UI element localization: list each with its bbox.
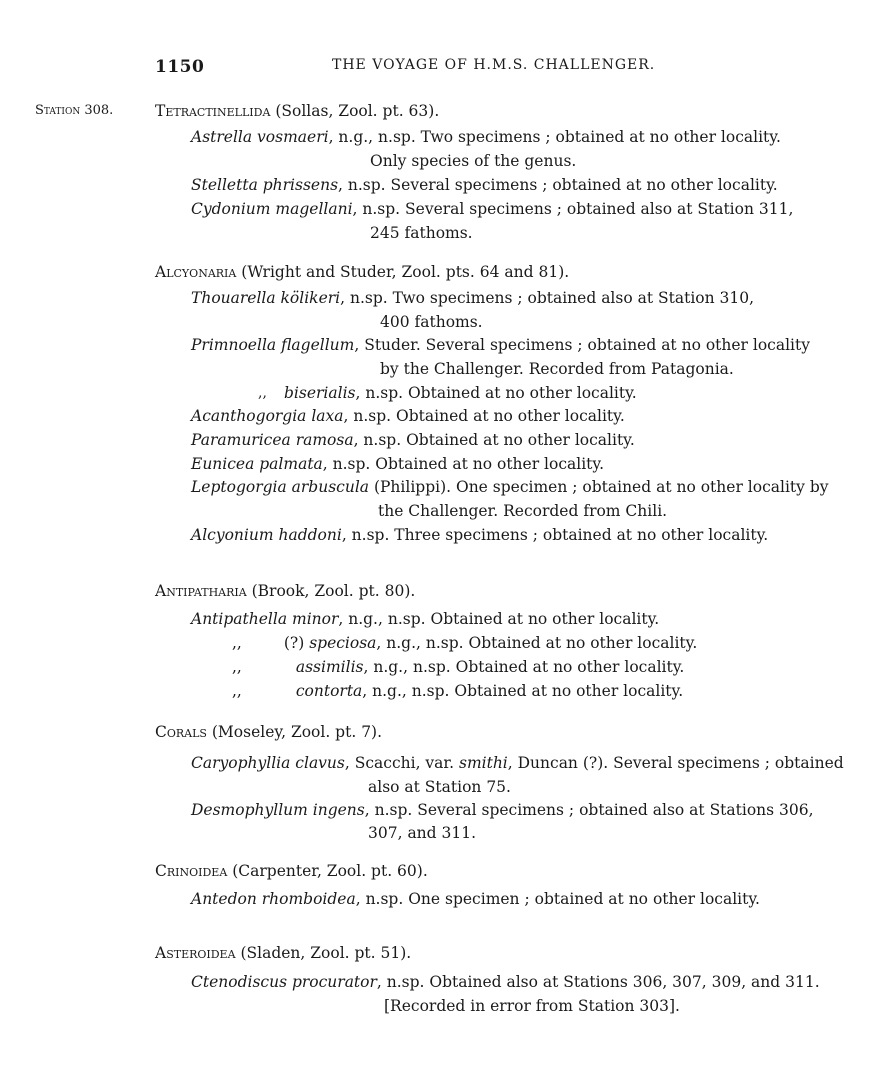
group-name: Alcyonaria — [155, 263, 237, 281]
species-name: Leptogorgia arbuscula — [191, 478, 370, 496]
species-name: Acanthogorgia laxa — [191, 407, 344, 425]
species-entry — [191, 454, 604, 474]
species-note: , n.sp. Three specimens ; obtained at no other locality. — [341, 526, 769, 544]
species-name: assimilis — [295, 658, 364, 676]
ditto-mark: ,, — [232, 682, 242, 700]
ditto-mark: ,, — [258, 385, 267, 401]
species-entry — [191, 972, 820, 992]
species-entry — [232, 657, 684, 677]
group-authority: (Brook, Zool. pt. 80). — [246, 582, 416, 600]
species-note-continuation: 245 fathoms. — [370, 224, 473, 242]
species-note: , n.sp. Several specimens ; obtained at no other locality. — [338, 176, 778, 194]
group-authority: (Sladen, Zool. pt. 51). — [235, 944, 412, 962]
species-note-continuation: the Challenger. Recorded from Chili. — [378, 502, 668, 520]
species-note: , n.sp. Obtained at no other locality. — [355, 384, 637, 402]
species-qualifier: (?) — [283, 634, 310, 652]
group-name: Corals — [155, 723, 207, 741]
species-entry — [191, 609, 659, 629]
species-entry — [191, 477, 829, 497]
species-note: , n.g., n.sp. Obtained at no other locality. — [338, 610, 660, 628]
species-note: , n.sp. Obtained also at Stations 306, 307, 309, and 311. — [376, 973, 820, 991]
group-name: Asteroidea — [155, 944, 236, 962]
species-name: Desmophyllum ingens — [191, 801, 365, 819]
species-entry — [191, 889, 760, 909]
species-note: (Philippi). One specimen ; obtained at no other locality by — [369, 478, 829, 496]
variety-name: smithi — [458, 754, 508, 772]
species-note-continuation: 400 fathoms. — [380, 313, 483, 331]
species-name: biserialis — [284, 384, 356, 402]
species-note: , n.sp. Obtained at no other locality. — [322, 455, 605, 473]
ditto-mark: ,, — [232, 634, 242, 652]
species-note: , n.g., n.sp. Obtained at no other locality. — [376, 634, 698, 652]
page-number: 1150 — [155, 57, 205, 77]
species-name: Astrella vosmaeri — [191, 128, 329, 146]
species-name: Cydonium magellani — [191, 200, 353, 218]
species-entry — [191, 288, 754, 308]
species-note: , n.g., n.sp. Two specimens ; obtained at no other locality. — [328, 128, 781, 146]
species-entry — [232, 633, 697, 653]
species-name: Paramuricea ramosa — [191, 431, 354, 449]
species-note: , n.g., n.sp. Obtained at no other locality. — [363, 658, 685, 676]
group-name: Tetractinellida — [155, 102, 271, 120]
species-entry — [258, 383, 637, 403]
section-heading-corals — [155, 722, 382, 742]
species-name: Ctenodiscus procurator — [191, 973, 377, 991]
species-entry — [191, 127, 781, 147]
group-name: Antipatharia — [155, 582, 247, 600]
species-note: , n.sp. Several specimens ; obtained also at Station 311, — [352, 200, 794, 218]
species-name: Thouarella kölikeri — [191, 289, 341, 307]
species-name: speciosa — [309, 634, 377, 652]
group-authority: (Carpenter, Zool. pt. 60). — [227, 862, 428, 880]
species-authority: , Scacchi, var. — [344, 754, 459, 772]
species-note-continuation: by the Challenger. Recorded from Patagonia. — [380, 360, 734, 378]
section-heading-asteroidea — [155, 943, 411, 963]
species-note-continuation: Only species of the genus. — [370, 152, 577, 170]
species-entry — [191, 199, 793, 219]
species-entry — [191, 800, 814, 820]
species-note: , Studer. Several specimens ; obtained at no other locality — [354, 336, 810, 354]
species-entry — [191, 335, 810, 355]
species-name: Caryophyllia clavus — [191, 754, 345, 772]
species-note-continuation: [Recorded in error from Station 303]. — [384, 997, 680, 1015]
section-heading-antipatharia — [155, 581, 415, 601]
species-entry — [191, 525, 768, 545]
section-heading-alcyonaria — [155, 262, 569, 282]
species-note-continuation: 307, and 311. — [368, 824, 477, 842]
ditto-mark: ,, — [232, 658, 242, 676]
species-entry — [191, 753, 844, 773]
station-label: Station 308. — [35, 103, 114, 118]
group-name: Crinoidea — [155, 862, 228, 880]
species-note: , n.sp. Obtained at no other locality. — [353, 431, 635, 449]
species-note: , n.sp. Obtained at no other locality. — [343, 407, 625, 425]
species-name: Eunicea palmata — [191, 455, 323, 473]
species-name: Antedon rhomboidea — [191, 890, 356, 908]
species-entry — [191, 430, 635, 450]
species-name: Antipathella minor — [191, 610, 339, 628]
species-note: , n.g., n.sp. Obtained at no other locality. — [362, 682, 684, 700]
species-name: Primnoella flagellum — [191, 336, 355, 354]
group-authority: (Wright and Studer, Zool. pts. 64 and 81). — [236, 263, 570, 281]
species-note: , n.sp. Several specimens ; obtained also at Stations 306, — [364, 801, 814, 819]
species-note: , Duncan (?). Several specimens ; obtained — [507, 754, 844, 772]
species-note: , n.sp. Two specimens ; obtained also at Station 310, — [340, 289, 755, 307]
species-note-continuation: also at Station 75. — [368, 778, 511, 796]
group-authority: (Sollas, Zool. pt. 63). — [270, 102, 440, 120]
species-entry — [191, 175, 778, 195]
group-authority: (Moseley, Zool. pt. 7). — [206, 723, 383, 741]
species-entry — [232, 681, 683, 701]
section-heading-crinoidea — [155, 861, 428, 881]
section-heading-tetractinellida — [155, 101, 439, 121]
species-name: contorta — [295, 682, 363, 700]
species-note: , n.sp. One specimen ; obtained at no other locality. — [355, 890, 760, 908]
species-name: Alcyonium haddoni — [191, 526, 342, 544]
species-entry — [191, 406, 625, 426]
species-name: Stelletta phrissens — [191, 176, 339, 194]
running-title: THE VOYAGE OF H.M.S. CHALLENGER. — [332, 57, 656, 73]
